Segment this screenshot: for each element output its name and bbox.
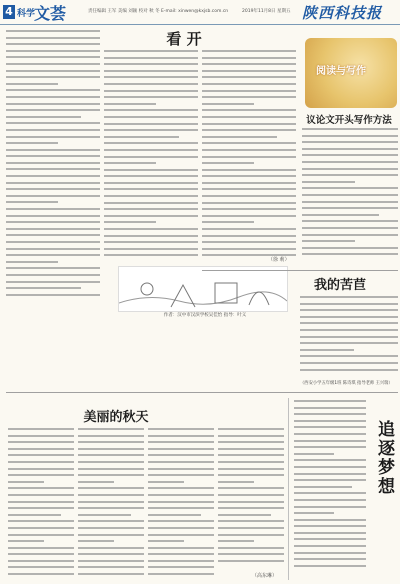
text-line — [202, 76, 296, 78]
text-line — [104, 202, 198, 204]
text-line — [6, 50, 100, 52]
text-line — [78, 428, 144, 430]
text-line — [8, 468, 74, 470]
text-line — [218, 435, 284, 437]
text-line — [294, 525, 366, 527]
text-line — [202, 129, 296, 131]
text-line — [302, 135, 398, 137]
text-line — [8, 514, 61, 516]
text-line — [302, 240, 355, 242]
text-line — [294, 426, 366, 428]
text-line — [6, 188, 100, 190]
text-line — [294, 433, 366, 435]
text-line — [300, 342, 398, 344]
text-line — [8, 547, 74, 549]
text-line — [294, 440, 366, 442]
text-line — [104, 123, 198, 125]
text-line — [202, 248, 296, 250]
text-line — [294, 532, 366, 534]
text-line — [294, 499, 366, 501]
text-line — [78, 534, 144, 536]
text-line — [148, 481, 184, 483]
text-line — [294, 486, 352, 488]
text-line — [6, 136, 100, 138]
column-logo-text: 阅读与写作 — [316, 66, 366, 77]
text-line — [148, 547, 214, 549]
text-line — [78, 461, 144, 463]
text-line — [78, 514, 131, 516]
text-line — [78, 474, 144, 476]
text-line — [148, 461, 214, 463]
text-line — [202, 50, 296, 52]
text-line — [202, 57, 296, 59]
text-line — [6, 241, 100, 243]
text-line — [6, 294, 100, 296]
text-line — [104, 63, 198, 65]
text-line — [104, 221, 156, 223]
text-line — [148, 441, 214, 443]
text-line — [148, 507, 214, 509]
text-line — [202, 175, 296, 177]
text-line — [202, 96, 296, 98]
text-line — [202, 182, 296, 184]
text-line — [302, 234, 398, 236]
text-line — [300, 309, 398, 311]
text-line — [78, 448, 144, 450]
text-line — [8, 474, 74, 476]
text-line — [8, 461, 74, 463]
text-line — [148, 514, 201, 516]
text-line — [148, 487, 214, 489]
text-line — [302, 154, 398, 156]
text-line — [104, 215, 198, 217]
text-line — [104, 195, 198, 197]
text-line — [202, 162, 254, 164]
text-line — [148, 494, 214, 496]
text-line — [8, 527, 74, 529]
text-line — [294, 565, 366, 567]
text-line — [294, 413, 366, 415]
text-line — [6, 208, 100, 210]
text-line — [104, 162, 156, 164]
text-line — [300, 296, 398, 298]
text-line — [302, 168, 398, 170]
text-line — [148, 566, 214, 568]
text-line — [302, 227, 398, 229]
text-line — [148, 560, 214, 562]
text-line — [6, 109, 100, 111]
text-line — [302, 201, 398, 203]
text-line — [78, 566, 144, 568]
text-line — [78, 547, 144, 549]
text-line — [104, 70, 198, 72]
article-author: （徐 莉） — [268, 257, 290, 263]
text-line — [148, 527, 214, 529]
text-line — [300, 369, 398, 371]
editor-line: 责任编辑 王军 美编 刘颖 校对 秋 冬 E-mail: xinwen@kxjsb.com.cn — [88, 9, 229, 14]
text-line — [8, 540, 44, 542]
divider — [202, 270, 398, 271]
text-line — [104, 83, 198, 85]
section-label: 科学 — [17, 9, 36, 19]
text-line — [6, 248, 100, 250]
text-line — [218, 461, 284, 463]
article-column — [302, 128, 398, 266]
text-line — [302, 187, 398, 189]
article-title-yilun: 议论文开头写作方法 — [306, 115, 392, 126]
text-line — [302, 174, 398, 176]
text-line — [202, 156, 296, 158]
text-line — [6, 267, 100, 269]
text-line — [294, 479, 366, 481]
article-column — [218, 428, 284, 570]
text-line — [8, 501, 74, 503]
text-line — [294, 400, 366, 402]
text-line — [6, 89, 100, 91]
text-line — [104, 142, 198, 144]
text-line — [202, 169, 296, 171]
text-line — [294, 492, 366, 494]
text-line — [6, 162, 100, 164]
text-line — [104, 156, 198, 158]
text-line — [302, 128, 398, 130]
text-line — [78, 494, 144, 496]
text-line — [294, 420, 366, 422]
article-column — [300, 296, 398, 378]
text-line — [294, 512, 334, 514]
text-line — [218, 560, 284, 562]
text-line — [294, 538, 366, 540]
text-line — [8, 560, 74, 562]
text-line — [8, 553, 74, 555]
text-line — [294, 558, 366, 560]
text-line — [104, 228, 198, 230]
text-line — [6, 116, 81, 118]
text-line — [6, 234, 100, 236]
text-line — [6, 261, 58, 263]
text-line — [6, 215, 100, 217]
text-line — [218, 494, 284, 496]
text-line — [6, 254, 100, 256]
text-line — [78, 487, 144, 489]
text-line — [104, 248, 198, 250]
text-line — [78, 441, 144, 443]
text-line — [218, 441, 284, 443]
text-line — [6, 70, 100, 72]
text-line — [148, 573, 214, 575]
text-line — [294, 446, 366, 448]
article-column — [6, 30, 100, 306]
article-column — [202, 50, 296, 262]
text-line — [8, 481, 44, 483]
article-column — [8, 428, 74, 580]
divider — [6, 392, 398, 393]
text-line — [300, 336, 398, 338]
text-line — [218, 428, 284, 430]
text-line — [302, 141, 398, 143]
text-line — [202, 63, 296, 65]
text-line — [302, 148, 398, 150]
text-line — [104, 50, 198, 52]
text-line — [148, 534, 214, 536]
text-line — [300, 303, 398, 305]
text-line — [202, 123, 296, 125]
text-line — [218, 527, 284, 529]
text-line — [294, 407, 366, 409]
text-line — [294, 466, 366, 468]
text-line — [294, 552, 366, 554]
text-line — [6, 287, 81, 289]
text-line — [218, 454, 284, 456]
text-line — [104, 136, 179, 138]
text-line — [202, 136, 277, 138]
text-line — [104, 57, 198, 59]
text-line — [202, 90, 296, 92]
text-line — [6, 175, 100, 177]
text-line — [8, 428, 74, 430]
text-line — [148, 520, 214, 522]
text-line — [104, 254, 198, 256]
masthead: 陕西科技报 — [302, 4, 383, 22]
article-title-meili: 美丽的秋天 — [83, 410, 149, 425]
text-line — [202, 228, 296, 230]
section-title: 文荟 — [34, 4, 67, 23]
text-line — [294, 473, 366, 475]
text-line — [6, 122, 100, 124]
text-line — [202, 83, 296, 85]
text-line — [148, 474, 214, 476]
text-line — [104, 109, 198, 111]
text-line — [78, 468, 144, 470]
text-line — [78, 560, 144, 562]
text-line — [6, 63, 100, 65]
text-line — [202, 149, 296, 151]
text-line — [6, 221, 100, 223]
article-author: （高东琳） — [252, 573, 278, 579]
text-line — [104, 116, 198, 118]
text-line — [104, 76, 198, 78]
text-line — [78, 553, 144, 555]
text-line — [6, 103, 100, 105]
text-line — [218, 540, 254, 542]
text-line — [6, 76, 100, 78]
text-line — [6, 142, 58, 144]
article-byline: （西安小学五年级1班 陈诗琪 指导老师 王兴瑞） — [300, 381, 393, 386]
text-line — [218, 520, 284, 522]
text-line — [78, 527, 144, 529]
text-line — [300, 329, 398, 331]
text-line — [218, 534, 284, 536]
text-line — [6, 201, 58, 203]
text-line — [6, 56, 100, 58]
text-line — [300, 355, 398, 357]
text-line — [8, 448, 74, 450]
article-column — [148, 428, 214, 580]
text-line — [104, 103, 156, 105]
article-column — [78, 428, 144, 580]
text-line — [202, 70, 296, 72]
text-line — [6, 129, 100, 131]
article-title-wode: 我的苦苣 — [313, 278, 366, 293]
text-line — [8, 494, 74, 496]
text-line — [6, 37, 100, 39]
text-line — [202, 142, 296, 144]
text-line — [302, 194, 398, 196]
text-line — [8, 573, 74, 575]
text-line — [8, 520, 74, 522]
text-line — [218, 468, 284, 470]
article-column — [294, 400, 366, 578]
text-line — [302, 253, 398, 255]
text-line — [202, 235, 296, 237]
text-line — [300, 362, 398, 364]
text-line — [8, 435, 74, 437]
text-line — [78, 540, 114, 542]
text-line — [104, 149, 198, 151]
issue-date: 2019年11月8日 星期五 — [242, 9, 291, 14]
text-line — [8, 454, 74, 456]
text-line — [300, 349, 354, 351]
text-line — [6, 155, 100, 157]
text-line — [8, 566, 74, 568]
text-line — [104, 169, 198, 171]
text-line — [294, 459, 366, 461]
text-line — [302, 247, 398, 249]
text-line — [6, 83, 58, 85]
text-line — [6, 274, 100, 276]
text-line — [218, 514, 271, 516]
text-line — [218, 553, 284, 555]
text-line — [202, 116, 296, 118]
text-line — [78, 454, 144, 456]
text-line — [302, 214, 379, 216]
article-column — [104, 50, 198, 262]
text-line — [302, 207, 398, 209]
text-line — [218, 501, 284, 503]
article-title-kanshou: 看 开 — [166, 30, 202, 48]
text-line — [104, 96, 198, 98]
text-line — [104, 129, 198, 131]
text-line — [6, 30, 100, 32]
text-line — [148, 553, 214, 555]
text-line — [6, 96, 100, 98]
text-line — [8, 487, 74, 489]
text-line — [202, 202, 296, 204]
text-line — [6, 149, 100, 151]
text-line — [294, 519, 366, 521]
illustration-caption: 作者：汉中市汉滨学校吴佳怡 指导：叶义 — [163, 313, 247, 318]
text-line — [302, 220, 398, 222]
text-line — [148, 540, 184, 542]
text-line — [148, 501, 214, 503]
text-line — [78, 573, 144, 575]
text-line — [104, 241, 198, 243]
text-line — [148, 468, 214, 470]
text-line — [6, 43, 100, 45]
text-line — [104, 235, 198, 237]
text-line — [202, 221, 254, 223]
text-line — [218, 547, 284, 549]
text-line — [218, 448, 284, 450]
text-line — [218, 507, 284, 509]
text-line — [202, 195, 296, 197]
text-line — [6, 168, 100, 170]
text-line — [104, 188, 198, 190]
text-line — [202, 215, 296, 217]
text-line — [202, 109, 296, 111]
text-line — [8, 534, 74, 536]
text-line — [104, 175, 198, 177]
text-line — [294, 453, 334, 455]
text-line — [8, 507, 74, 509]
text-line — [294, 506, 366, 508]
text-line — [300, 322, 398, 324]
text-line — [78, 501, 144, 503]
text-line — [148, 435, 214, 437]
text-line — [6, 228, 100, 230]
text-line — [302, 161, 398, 163]
text-line — [6, 281, 100, 283]
text-line — [104, 208, 198, 210]
text-line — [294, 545, 366, 547]
text-line — [78, 520, 144, 522]
text-line — [302, 181, 355, 183]
text-line — [148, 448, 214, 450]
text-line — [104, 182, 198, 184]
article-title-zhuifeng: 追逐梦想 — [374, 420, 394, 496]
text-line — [104, 90, 198, 92]
text-line — [78, 507, 144, 509]
text-line — [218, 481, 254, 483]
text-line — [218, 474, 284, 476]
text-line — [6, 182, 100, 184]
text-line — [148, 454, 214, 456]
text-line — [78, 435, 144, 437]
text-line — [300, 316, 398, 318]
text-line — [78, 481, 114, 483]
text-line — [202, 103, 254, 105]
page-number: 4 — [3, 5, 15, 19]
divider — [288, 398, 289, 580]
text-line — [202, 241, 296, 243]
text-line — [218, 487, 284, 489]
text-line — [6, 195, 100, 197]
illustration — [118, 266, 288, 312]
text-line — [148, 428, 214, 430]
text-line — [202, 208, 296, 210]
text-line — [202, 188, 296, 190]
text-line — [8, 441, 74, 443]
